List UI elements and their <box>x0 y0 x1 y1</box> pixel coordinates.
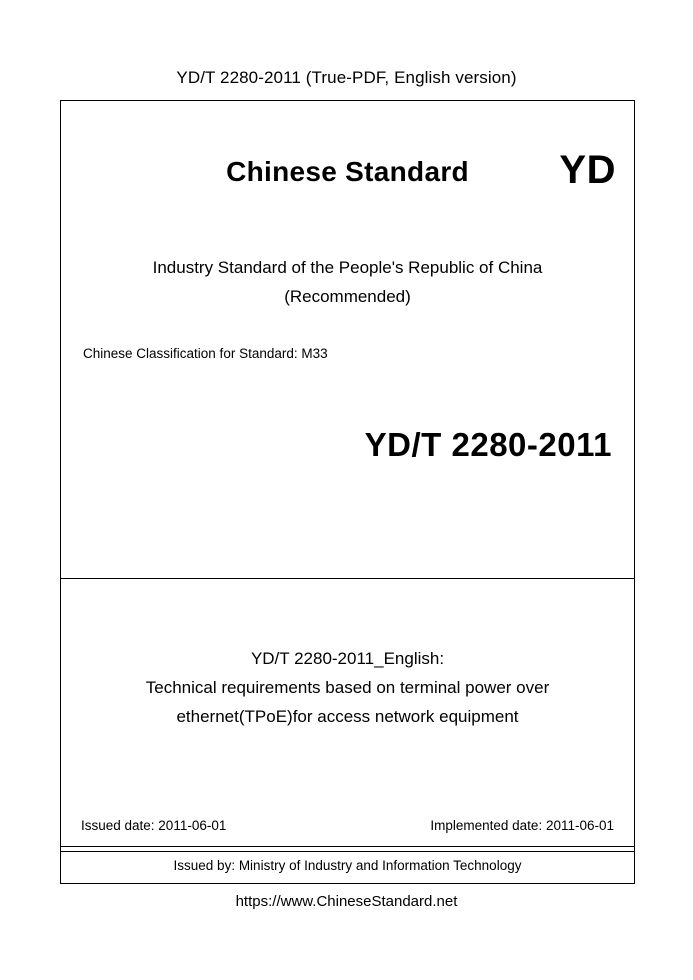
implemented-date: Implemented date: 2011-06-01 <box>430 818 614 833</box>
document-title-line-2: Technical requirements based on terminal power over <box>145 678 550 697</box>
website-link[interactable]: https://www.ChineseStandard.net <box>235 893 458 910</box>
cover-upper-section <box>61 101 634 579</box>
industry-standard-text <box>61 253 634 311</box>
document-title <box>61 644 634 731</box>
industry-standard-line-1: Industry Standard of the People's Republic of China <box>152 258 543 277</box>
yd-logo: YD <box>559 148 616 192</box>
document-title-line-1: YD/T 2280-2011_English: <box>250 649 445 668</box>
standard-number: YD/T 2280-2011 <box>364 426 612 463</box>
cover-lower-section <box>61 579 634 851</box>
industry-standard-line-2: (Recommended) <box>284 287 411 306</box>
page-header-title: YD/T 2280-2011 (True-PDF, English version) <box>176 68 517 87</box>
issued-by-label: Issued by: Ministry of Industry and Information Technology <box>173 857 522 873</box>
cover-frame <box>60 100 635 852</box>
dates-row <box>61 818 634 833</box>
standard-heading: Chinese Standard <box>226 156 469 187</box>
issued-date: Issued date: 2011-06-01 <box>81 818 227 833</box>
issued-by-box <box>60 846 635 884</box>
classification-text: Chinese Classification for Standard: M33 <box>83 346 328 361</box>
standard-heading-row <box>61 148 634 206</box>
document-title-line-3: ethernet(TPoE)for access network equipment <box>176 707 519 726</box>
